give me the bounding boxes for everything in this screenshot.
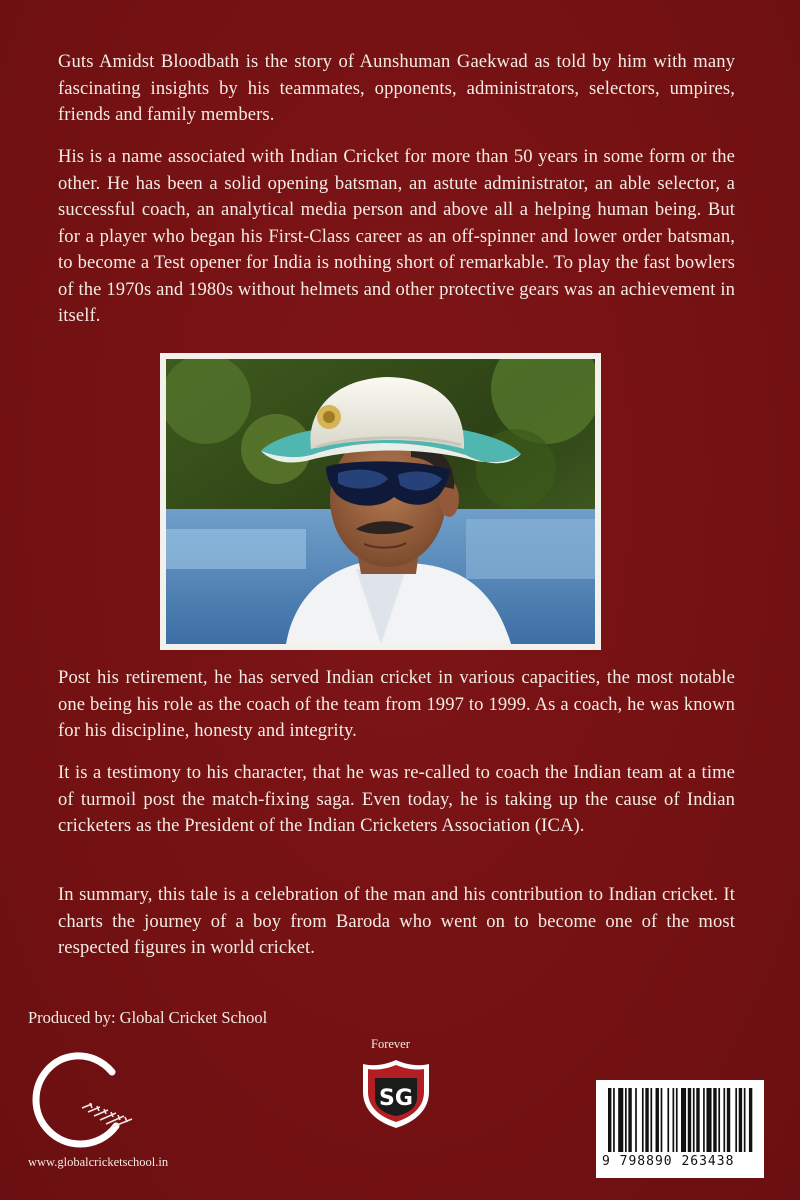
paragraph-summary: In summary, this tale is a celebration of the man and his contribution to Indian cricket. It charts the journey of a boy from Baroda who went on to become one of the most respected figures in world cricket. xyxy=(58,884,735,958)
barcode-bar xyxy=(613,1088,615,1152)
barcode-bar xyxy=(673,1088,675,1152)
barcode-bars-icon xyxy=(608,1088,754,1152)
barcode-bar xyxy=(696,1088,699,1152)
isbn-barcode xyxy=(596,1080,764,1178)
sg-shield-logo-icon xyxy=(361,1058,431,1130)
global-cricket-school-logo-icon xyxy=(30,1050,140,1150)
barcode-bar xyxy=(739,1088,742,1152)
forever-label: Forever xyxy=(371,1037,410,1051)
barcode-bar xyxy=(618,1088,623,1152)
barcode-bar xyxy=(661,1088,663,1152)
author-photo xyxy=(160,353,601,650)
barcode-bar xyxy=(676,1088,678,1152)
barcode-bar xyxy=(749,1088,752,1152)
barcode-bar xyxy=(608,1088,611,1152)
barcode-bar xyxy=(625,1088,627,1152)
barcode-bar xyxy=(688,1088,691,1152)
sg-logo-text: SG xyxy=(379,1086,413,1111)
paragraph-career: His is a name associated with Indian Cricket for more than 50 years in some form or the other. He has been a solid opening batsman, an astute administrator, an able selector, a successful coach, an analytical media person and above all a helping human being. But for a player who began his First-Class career as an off-spinner and lower order batsman, to become a Test opener for India is nothing short of remarkable. To play the fast bowlers of the 1970s and 1980s without helmets and other protective gears was an achievement in itself. xyxy=(58,146,735,326)
barcode-bar xyxy=(645,1088,648,1152)
barcode-bar xyxy=(681,1088,686,1152)
barcode-bar xyxy=(650,1088,652,1152)
barcode-bar xyxy=(642,1088,644,1152)
isbn-digits: 9 798890 263438 xyxy=(602,1154,735,1169)
barcode-bar xyxy=(703,1088,705,1152)
barcode-bar xyxy=(656,1088,659,1152)
barcode-bar xyxy=(727,1088,730,1152)
barcode-bar xyxy=(723,1088,725,1152)
barcode-bar xyxy=(744,1088,746,1152)
barcode-bar xyxy=(693,1088,695,1152)
paragraph-coaching: Post his retirement, he has served Indian cricket in various capacities, the most notable one being his role as the coach of the team from 1997 to 1999. As a coach, he was known for his discipline, honesty and integrity. xyxy=(58,667,735,741)
barcode-bar xyxy=(713,1088,716,1152)
produced-by-text: Produced by: Global Cricket School xyxy=(28,1008,268,1027)
barcode-bar xyxy=(667,1088,669,1152)
barcode-bar xyxy=(635,1088,637,1152)
paragraph-intro: Guts Amidst Bloodbath is the story of Aunshuman Gaekwad as told by him with many fascinating insights by his teammates, opponents, administrators, selectors, umpires, friends and family members. xyxy=(58,51,735,125)
paragraph-testimony: It is a testimony to his character, that he was re-called to coach the Indian team at a time of turmoil post the match-fixing saga. Even today, he is taking up the cause of Indian cricketers as the President of the Indian Cricketers Association (ICA). xyxy=(58,762,735,836)
barcode-bar xyxy=(735,1088,737,1152)
barcode-bar xyxy=(628,1088,631,1152)
portrait-image xyxy=(166,359,595,644)
barcode-bar xyxy=(718,1088,720,1152)
website-url: www.globalcricketschool.in xyxy=(28,1155,169,1169)
barcode-bar xyxy=(706,1088,711,1152)
